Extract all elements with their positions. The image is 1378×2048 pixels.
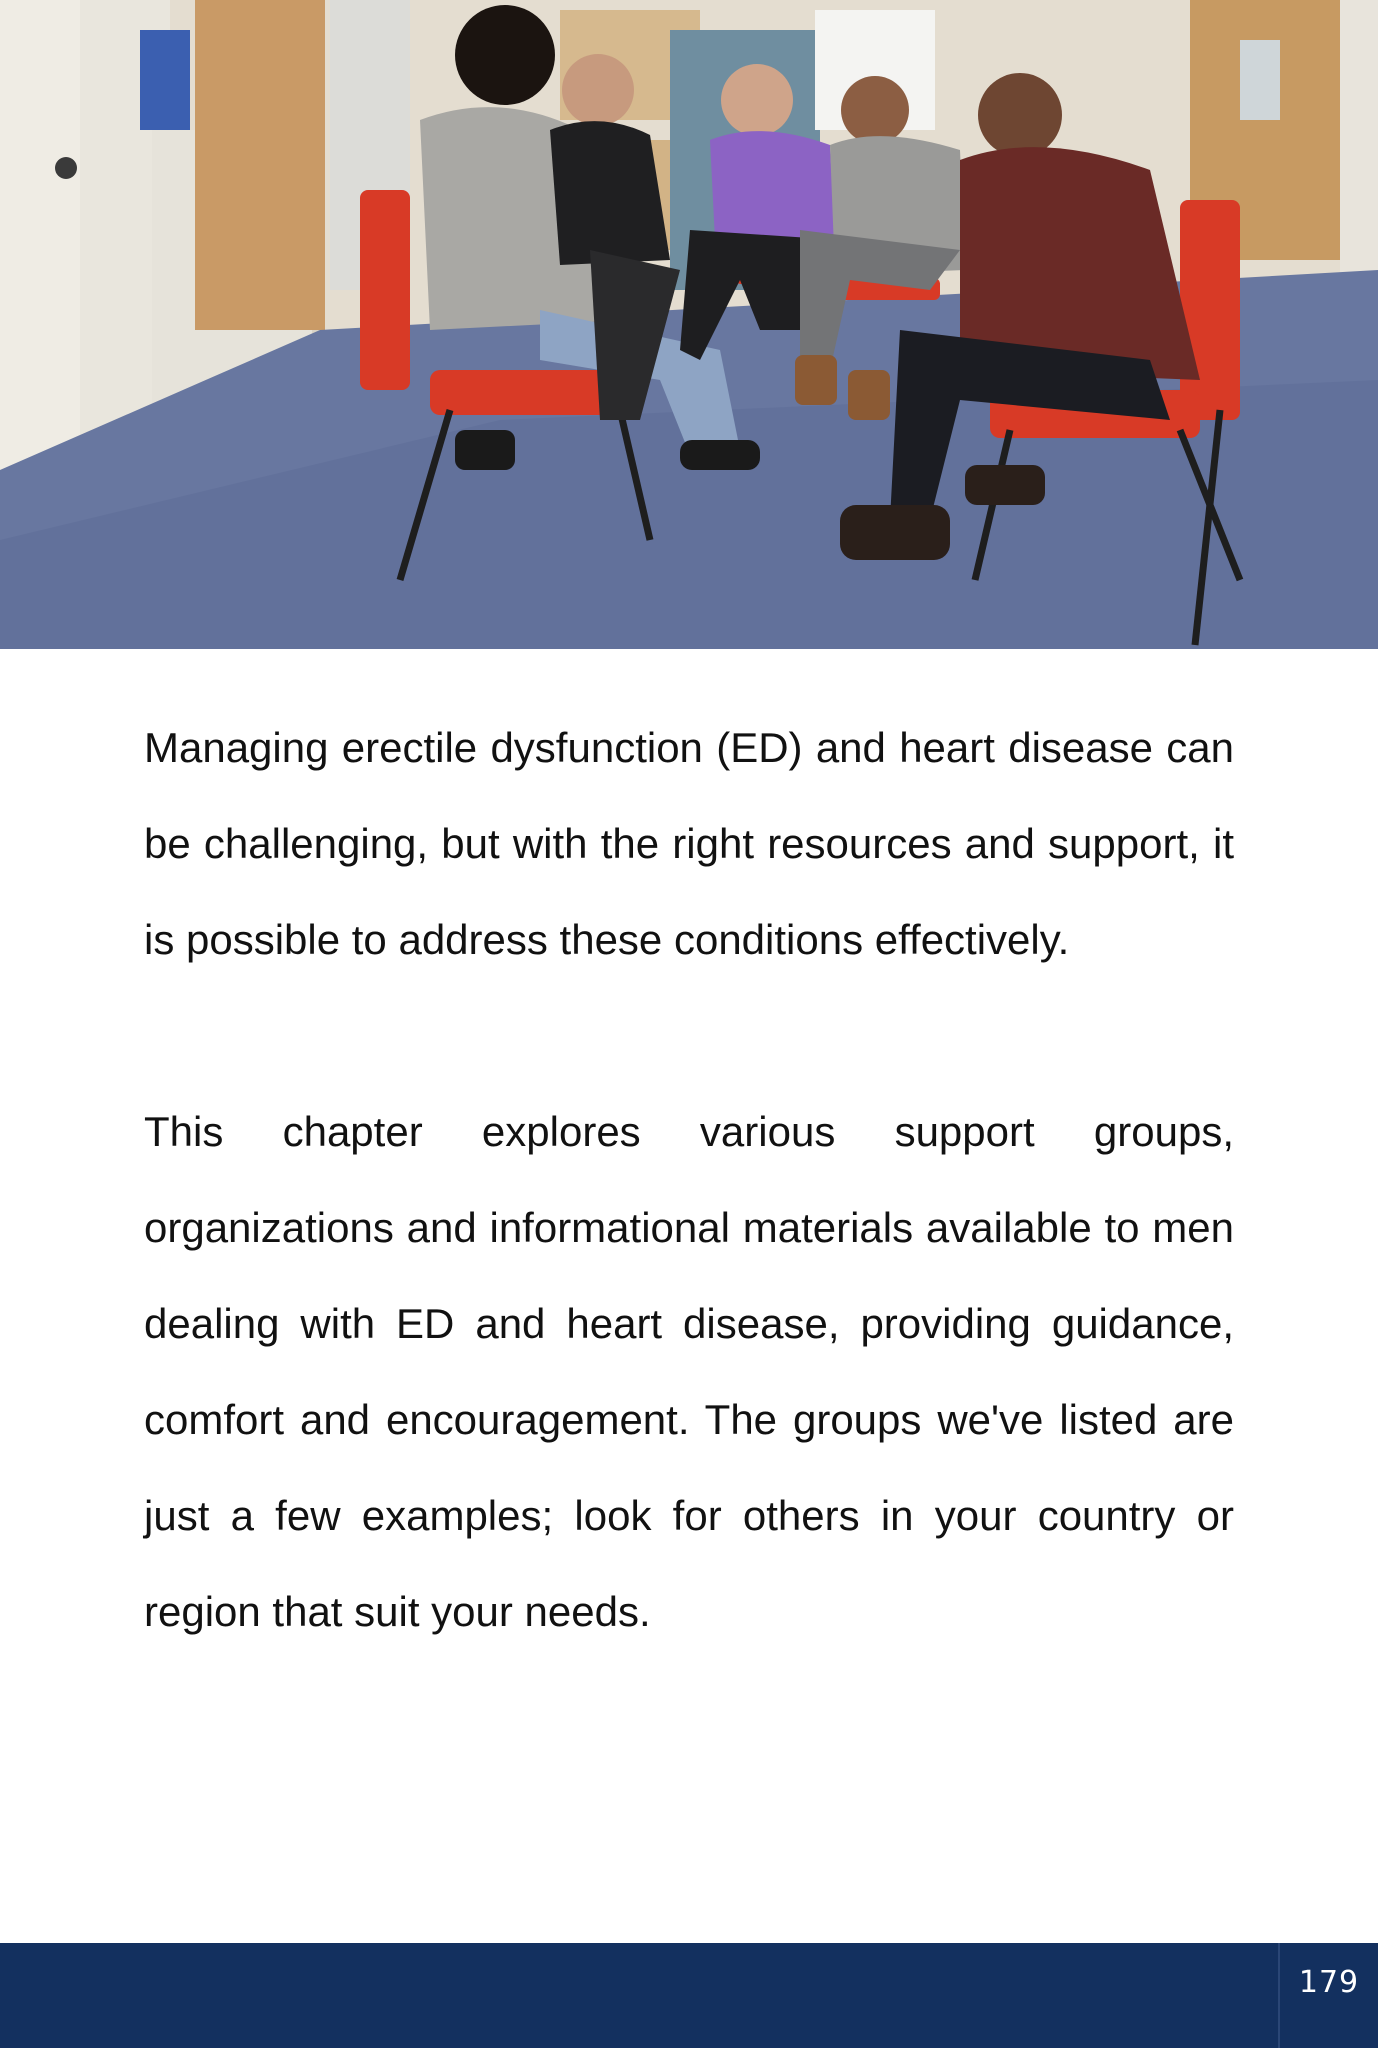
body-text (144, 700, 1234, 1660)
support-group-photo (0, 0, 1378, 649)
page-number: 179 (1298, 1965, 1360, 2000)
photo-illustration (0, 0, 1378, 649)
intro-paragraph: Managing erectile dysfunction (ED) and heart disease can be challenging, but with the right resources and support, it is possible to address these conditions effectively. (144, 724, 1234, 963)
chapter-overview-paragraph: This chapter explores various support groups, organizations and informational materials available to men dealing with ED and heart disease, providing guidance, comfort and encouragement. The groups we've listed are just a few examples; look for others in your country or region that suit your needs. (144, 1108, 1234, 1635)
footer-bar (0, 1943, 1378, 2048)
